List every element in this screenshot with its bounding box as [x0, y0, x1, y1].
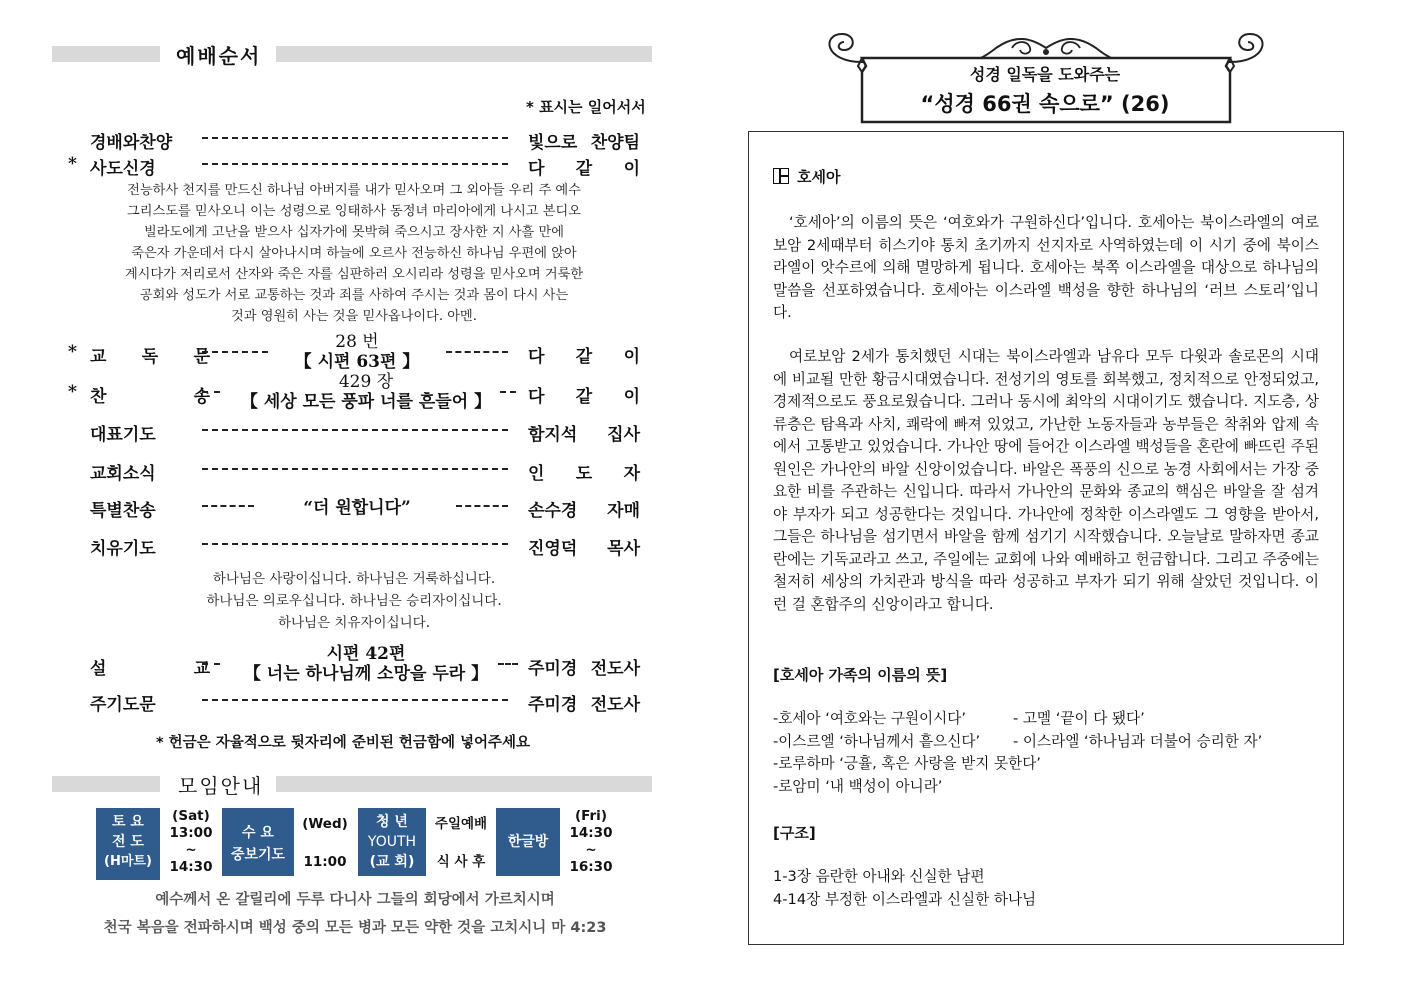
list-item: 1-3장 음란한 아내와 신실한 남편 [773, 868, 985, 885]
leader-line [500, 391, 516, 393]
intro-paragraph: ‘호세아’의 이름의 뜻은 ‘여호와가 구원하신다’입니다. 호세아는 북이스라엘의 여로보암 2세때부터 히스기야 통치 초기까지 선지자로 사역하였는데 이 시기 중에 북이스라엘이 앗수르에 의해 멸망하게 됩니다. 호세아는 북쪽 이스라엘을 대상으로 하나님의 말씀을 선포하였습니다. 호세아는 이스라엘 백성을 향한 하나님의 ‘러브 스토리’입니다. [773, 214, 1319, 321]
standing-note: * 표시는 일어서서 [526, 98, 646, 116]
list-item: -로루하마 ‘긍휼, 혹은 사랑을 받지 못한다’ [773, 755, 1041, 772]
list-item: -이스르엘 ‘하나님께서 흩으신다’ - 이스라엘 ‘하나님과 더불어 승리한 자’ [773, 732, 1263, 750]
list-item: -호세아 ‘여호와는 구원이시다’ - 고멜 ‘끝이 다 됐다’ [773, 710, 1145, 727]
structure-list [773, 866, 1319, 911]
order-row-prayer [68, 420, 640, 446]
section-bar-left [52, 776, 160, 792]
history-paragraph: 여로보암 2세가 통치했던 시대는 북이스라엘과 남유다 모두 다윗과 솔로몬의 시대에 비교될 만한 황금시대였습니다. 전성기의 영토를 회복했고, 정치적으로 안정되었고, 경제적으로도 풍요로웠습니다. 그러나 동시에 최악의 시대이기도 했습니다. 지도층, 상류층은 탐욕과 사치, 쾌락에 빠져 있었고, 가난한 노동자들과 농부들은 착취와 압제 속에서 고통받고 있었습니다. 가나안 땅에 들어간 이스라엘 백성들을 혼란에 빠뜨린 주된 원인은 가나안의 바알 신앙이었습니다. 바알은 폭풍의 신으로 농경 사회에서는 가장 중요한 비를 주관하는 신입니다. 따라서 가나안의 문화와 종교의 핵심은 바알을 잘 섬겨야 부자가 되고 성공한다는 것입니다. 가나안에 정착한 이스라엘도 그 영향을 받아서, 그들은 하나님을 섬기면서 바알을 함께 섬기기 시작했습니다. 오늘날로 말하자면 종교란에는 기독교라고 쓰고, 주일에는 교회에 나와 예배하고 헌금합니다. 그리고 주중에는 철저히 세상의 가치관과 방식을 따라 성공하고 부자가 되기 위해 살았던 것입니다. 이런 걸 혼합주의 신앙이라고 합니다. [773, 348, 1319, 613]
hymn-number: 429 장 [338, 372, 394, 392]
order-leader: 진영덕 목사 [528, 539, 640, 559]
order-row-healing-prayer [68, 534, 640, 560]
reading-title: 【 시편 63편 】 [294, 352, 420, 372]
leader-line [202, 163, 508, 165]
order-row-special-song [68, 496, 640, 522]
order-row-lords-prayer [68, 690, 640, 716]
apostles-creed: 전능하사 천지를 만드신 하나님 아버지를 내가 믿사오며 그 외아들 우리 주 예수 그리스도를 믿사오니 이는 성령으로 잉태하사 동정녀 마리아에게 나시고 본디오 빌라도에게 고난을 받으사 십자가에 못박혀 죽으시고 장사한 지 사흘 만에 죽은자 가운데서 다시 살아나시며 하늘에 오르사 전능하신 하나님 우편에 앉아 계시다가 저리로서 산자와 죽은 자를 심판하러 오시리라 성령을 믿사오며 거룩한 공회와 성도가 서로 교통하는 것과 죄를 사하여 주시는 것과 몸이 다시 사는 것과 영원히 사는 것을 믿사옵나이다. 아멘. [124, 183, 584, 324]
order-label: 교회소식 [90, 464, 156, 484]
standing-mark: * [68, 342, 77, 362]
meetings-title: 모임안내 [178, 774, 264, 798]
order-leader: 주미경 전도사 [528, 659, 640, 679]
order-label: 찬 송 [90, 387, 210, 407]
family-list [773, 708, 1319, 798]
leader-line [202, 699, 508, 701]
standing-mark: * [68, 382, 77, 402]
order-leader: 다 같 이 [528, 159, 640, 179]
special-song-title: “더 원합니다” [303, 498, 411, 518]
family-heading: [호세아 가족의 이름의 뜻] [773, 666, 948, 684]
healing-declaration: 하나님은 사랑이십니다. 하나님은 거룩하십니다. 하나님은 의로우십니다. 하나님은 승리자이십니다. 하나님은 치유자이십니다. [206, 571, 502, 631]
banner-subtitle: 성경 일독을 도와주는 [969, 65, 1121, 84]
leader-line [202, 468, 508, 470]
section-bar-right [276, 776, 652, 792]
order-leader: 다 같 이 [528, 387, 640, 407]
youth-box: 청 년 YOUTH (교 회) [358, 808, 426, 876]
structure-heading: [구조] [773, 824, 816, 842]
friday-time: (Fri) 14:30 ~ 16:30 [569, 808, 613, 875]
wednesday-prayer-box: 수 요 중보기도 [222, 808, 294, 876]
worship-title: 예배순서 [176, 44, 262, 68]
order-leader: 인 도 자 [528, 464, 640, 484]
order-label: 대표기도 [90, 425, 156, 445]
book-heading [773, 166, 840, 187]
order-label: 주기도문 [90, 695, 156, 715]
leader-line [202, 543, 508, 545]
order-row-sermon [68, 644, 640, 692]
leader-line [202, 429, 508, 431]
order-row-praise [68, 128, 640, 154]
order-leader: 함지석 집사 [528, 425, 640, 445]
leader-line [456, 505, 508, 507]
order-label: 치유기도 [90, 539, 156, 559]
order-row-creed [68, 154, 640, 180]
order-leader: 주미경 전도사 [528, 695, 640, 715]
book-icon [773, 168, 789, 184]
order-leader: 손수경 자매 [528, 501, 640, 521]
list-item: -로암미 ‘내 백성이 아니라’ [773, 777, 943, 795]
order-label: 특별찬송 [90, 501, 156, 521]
sermon-title: 【 너는 하나님께 소망을 두라 】 [243, 664, 489, 684]
offering-note: * 헌금은 자율적으로 뒷자리에 준비된 헌금함에 넣어주세요 [156, 735, 531, 751]
order-label: 교 독 문 [90, 347, 210, 367]
order-leader: 다 같 이 [528, 347, 640, 367]
book-title: 호세아 [797, 168, 841, 186]
order-leader: 빛으로 찬양팀 [528, 133, 640, 153]
leader-line [498, 663, 518, 665]
section-bar-left [52, 46, 160, 62]
standing-mark: * [68, 154, 77, 174]
banner-title: “성경 66권 속으로” (26) [920, 92, 1170, 116]
sermon-scripture: 시편 42편 [326, 644, 406, 664]
leader-line [446, 351, 508, 353]
reading-number: 28 번 [335, 332, 379, 352]
order-row-hymn [68, 372, 640, 420]
order-label: 설 교 [90, 659, 210, 679]
saturday-time: (Sat) 13:00 ~ 14:30 [169, 808, 213, 875]
scripture-verse: 예수께서 온 갈릴리에 두루 다니사 그들의 회당에서 가르치시며 천국 복음을 전파하시며 백성 중의 모든 병과 모든 약한 것을 고치시니 마 4:23 [103, 892, 607, 936]
leader-line [202, 137, 508, 139]
bible-study-panel [748, 131, 1344, 945]
sunday-time: 주일예배 식 사 후 [434, 816, 488, 870]
order-row-news [68, 459, 640, 485]
list-item: 4-14장 부정한 이스라엘과 신실한 하나님 [773, 890, 1037, 908]
saturday-evangelism-box: 토 요 전 도 (H마트) [96, 808, 160, 880]
order-label: 경배와찬양 [90, 133, 173, 153]
hangul-class-box: 한글방 [496, 808, 560, 876]
order-label: 사도신경 [90, 159, 156, 179]
hymn-title: 【 세상 모든 풍파 너를 흔들어 】 [240, 392, 492, 412]
wednesday-time: (Wed) 11:00 [302, 816, 348, 870]
section-bar-right [276, 46, 652, 62]
